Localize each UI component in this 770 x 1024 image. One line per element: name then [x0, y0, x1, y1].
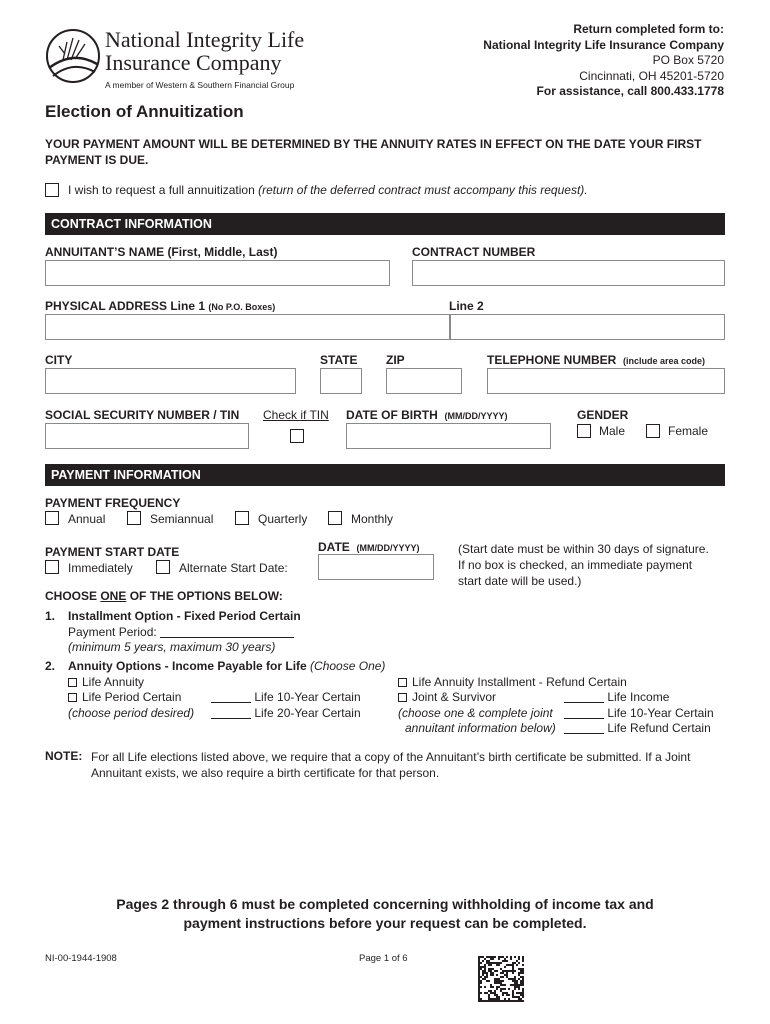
- dob-label: DATE OF BIRTH (MM/DD/YYYY): [346, 408, 508, 422]
- life-installment-refund-checkbox[interactable]: [398, 678, 407, 687]
- start-date-note: (Start date must be within 30 days of signature. If no box is checked, an immediate payment start date will be used.): [458, 542, 709, 588]
- start-alternate-checkbox[interactable]: [156, 560, 170, 574]
- return-address-block: [483, 22, 724, 100]
- contract-number-label: CONTRACT NUMBER: [412, 245, 536, 259]
- contract-section-header: CONTRACT INFORMATION: [45, 213, 725, 235]
- return-heading: Return completed form to:: [573, 22, 724, 36]
- gender-female-label: Female: [668, 424, 709, 438]
- life-refund-option: Life Refund Certain: [564, 721, 711, 735]
- frequency-semiannual-label: Semiannual: [150, 512, 214, 526]
- page-number: Page 1 of 6: [359, 953, 408, 964]
- life-refund-blank[interactable]: [564, 722, 604, 734]
- telephone-label: TELEPHONE NUMBER (include area code): [487, 353, 706, 367]
- barcode-2d: [478, 956, 524, 1002]
- joint-survivor-checkbox[interactable]: [398, 693, 407, 702]
- life-annuity-checkbox[interactable]: [68, 678, 77, 687]
- return-po-box: PO Box 5720: [652, 53, 724, 67]
- gender-female-checkbox[interactable]: [646, 424, 660, 438]
- joint-life10-option: Life 10-Year Certain: [564, 706, 714, 720]
- city-input[interactable]: [45, 368, 296, 394]
- start-alternate-label: Alternate Start Date:: [179, 561, 288, 575]
- annuitant-name-label: ANNUITANT’S NAME (First, Middle, Last): [45, 245, 278, 259]
- address-line1-input[interactable]: [45, 314, 450, 340]
- frequency-annual-label: Annual: [68, 512, 106, 526]
- telephone-input[interactable]: [487, 368, 725, 394]
- option1-number: 1.: [45, 609, 56, 623]
- choose-period-note: (choose period desired): [68, 706, 195, 720]
- gender-male-label: Male: [599, 424, 626, 438]
- zip-label: ZIP: [386, 353, 405, 367]
- payment-frequency-label: PAYMENT FREQUENCY: [45, 496, 181, 510]
- life-income-option: Life Income: [564, 690, 669, 704]
- member-line: A member of Western & Southern Financial Group: [105, 80, 295, 90]
- annuitant-name-input[interactable]: [45, 260, 390, 286]
- full-annuitization-text: I wish to request a full annuitization (return of the deferred contract must accompany this request).: [68, 183, 588, 197]
- zip-input[interactable]: [386, 368, 462, 394]
- payment-section-header: PAYMENT INFORMATION: [45, 464, 725, 486]
- frequency-quarterly-checkbox[interactable]: [235, 511, 249, 525]
- ssn-label: SOCIAL SECURITY NUMBER / TIN: [45, 408, 240, 422]
- start-date-input[interactable]: [318, 554, 434, 580]
- life-income-blank[interactable]: [564, 691, 604, 703]
- payment-period-label: Payment Period:: [68, 625, 294, 639]
- start-immediately-checkbox[interactable]: [45, 560, 59, 574]
- frequency-annual-checkbox[interactable]: [45, 511, 59, 525]
- payment-period-blank[interactable]: [160, 626, 294, 638]
- company-name-line2: Insurance Company: [105, 50, 282, 75]
- life10-blank[interactable]: [211, 691, 251, 703]
- address-line2-label: Line 2: [449, 299, 484, 313]
- life20-option: Life 20-Year Certain: [211, 706, 361, 720]
- payment-start-label: PAYMENT START DATE: [45, 545, 180, 559]
- return-city: Cincinnati, OH 45201-5720: [579, 68, 724, 83]
- state-input[interactable]: [320, 368, 362, 394]
- choose-one-heading: CHOOSE ONE OF THE OPTIONS BELOW:: [45, 589, 283, 603]
- joint-survivor-option[interactable]: Joint & Survivor: [398, 690, 496, 704]
- form-number: NI-00-1944-1908: [45, 953, 117, 964]
- company-logo-emblem: [45, 24, 101, 92]
- note-label: NOTE:: [45, 749, 83, 763]
- start-immediately-label: Immediately: [68, 561, 133, 575]
- return-company: National Integrity Life Insurance Company: [483, 37, 724, 52]
- company-name-line1: National Integrity Life: [105, 27, 305, 52]
- contract-number-input[interactable]: [412, 260, 725, 286]
- city-label: CITY: [45, 353, 73, 367]
- option2-title: Annuity Options - Income Payable for Life (Choose One): [68, 659, 386, 673]
- address-line2-input[interactable]: [450, 314, 725, 340]
- payment-period-range: (minimum 5 years, maximum 30 years): [68, 640, 276, 654]
- check-tin-label: Check if TIN: [263, 408, 329, 422]
- pages-notice: Pages 2 through 6 must be completed concerning withholding of income tax and payment instructions before your request can be completed.: [116, 896, 654, 931]
- option2-number: 2.: [45, 659, 56, 673]
- life-annuity-option[interactable]: Life Annuity: [68, 675, 144, 689]
- tin-checkbox[interactable]: [290, 429, 304, 443]
- frequency-semiannual-checkbox[interactable]: [127, 511, 141, 525]
- assistance-phone: For assistance, call 800.433.1778: [536, 84, 724, 98]
- address-line1-label: PHYSICAL ADDRESS Line 1 (No P.O. Boxes): [45, 299, 276, 313]
- frequency-monthly-checkbox[interactable]: [328, 511, 342, 525]
- joint-life10-blank[interactable]: [564, 707, 604, 719]
- ssn-input[interactable]: [45, 423, 249, 449]
- joint-note-line2: annuitant information below): [405, 721, 556, 735]
- frequency-quarterly-label: Quarterly: [258, 512, 308, 526]
- state-label: STATE: [320, 353, 358, 367]
- life20-blank[interactable]: [211, 707, 251, 719]
- joint-note-line1: (choose one & complete joint: [398, 706, 553, 720]
- note-text: For all Life elections listed above, we require that a copy of the Annuitant’s birth certificate be submitted. If a Joint Annuitant exists, we also require a birth certificate for that person.: [91, 750, 691, 780]
- dob-input[interactable]: [346, 423, 551, 449]
- start-date-label: DATE (MM/DD/YYYY): [318, 540, 420, 554]
- option1-title: Installment Option - Fixed Period Certain: [68, 609, 301, 623]
- life-installment-refund-option[interactable]: Life Annuity Installment - Refund Certain: [398, 675, 627, 689]
- life10-option: Life 10-Year Certain: [211, 690, 361, 704]
- rate-notice: YOUR PAYMENT AMOUNT WILL BE DETERMINED BY THE ANNUITY RATES IN EFFECT ON THE DATE YOUR FIRST PAYMENT IS DUE.: [45, 137, 702, 167]
- life-period-certain-checkbox[interactable]: [68, 693, 77, 702]
- full-annuitization-checkbox[interactable]: [45, 183, 59, 197]
- gender-label: GENDER: [577, 408, 629, 422]
- frequency-monthly-label: Monthly: [351, 512, 394, 526]
- gender-male-checkbox[interactable]: [577, 424, 591, 438]
- life-period-certain-option[interactable]: Life Period Certain: [68, 690, 181, 704]
- page-title: Election of Annuitization: [45, 102, 244, 121]
